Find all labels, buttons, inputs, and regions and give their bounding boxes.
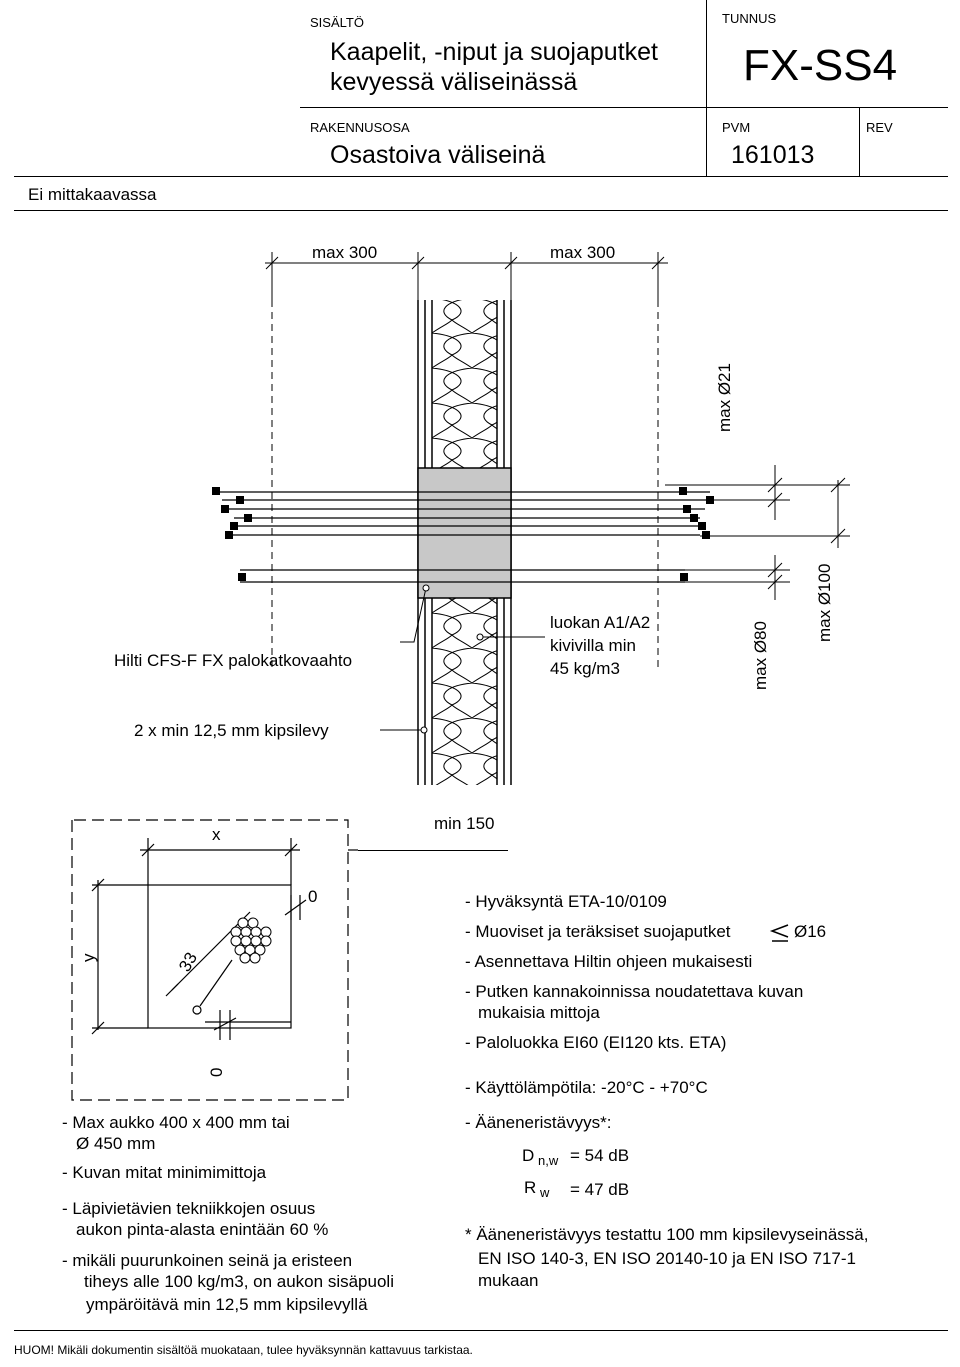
plan-view (72, 820, 358, 1100)
content-label: SISÄLTÖ (310, 15, 364, 30)
content-line-2: kevyessä väliseinässä (330, 68, 578, 96)
id-label: TUNNUS (722, 11, 777, 26)
footnote-line-3: mukaan (478, 1271, 539, 1290)
rw-value: = 47 dB (570, 1180, 630, 1199)
footer-note: HUOM! Mikäli dokumentin sisältöä muokataan, tulee hyväksynnän kattavuus tarkistaa. (14, 1343, 473, 1357)
min150-leader (358, 850, 508, 851)
dim-max-d100: max Ø100 (815, 563, 834, 642)
plan-dim-min150: min 150 (434, 814, 495, 833)
building-part-label: RAKENNUSOSA (310, 120, 410, 135)
dim-max-d80: max Ø80 (751, 621, 770, 690)
label-wool-line-3: 45 kg/m3 (550, 659, 620, 678)
dnw-symbol: D (522, 1146, 535, 1165)
dim-right-max300: max 300 (550, 243, 616, 262)
label-wool-line-1: luokan A1/A2 (550, 613, 651, 632)
left-note-5: aukon pinta-alasta enintään 60 % (76, 1220, 329, 1239)
dnw-value: = 54 dB (570, 1146, 630, 1165)
note-pipes-limit: Ø16 (794, 922, 827, 941)
rw-subscript: w (540, 1185, 550, 1200)
left-note-7: tiheys alle 100 kg/m3, on aukon sisäpuoli (84, 1272, 394, 1291)
note-temperature: - Käyttölämpötila: -20°C - +70°C (465, 1078, 708, 1097)
footnote-line-1: * Ääneneristävyys testattu 100 mm kipsilevyseinässä, (465, 1225, 869, 1244)
label-gypsum-board: 2 x min 12,5 mm kipsilevy (134, 721, 329, 740)
note-pipes: - Muoviset ja teräksiset suojaputket (465, 922, 731, 941)
less-equal-symbol (772, 925, 788, 941)
footnote-line-2: EN ISO 140-3, EN ISO 20140-10 ja EN ISO 717-1 (478, 1249, 856, 1268)
plan-dim-y: y (79, 953, 98, 962)
document-id: FX-SS4 (743, 41, 898, 90)
note-support-1: - Putken kannakoinnissa noudatettava kuvan (465, 982, 804, 1001)
left-note-6: - mikäli puurunkoinen seinä ja eristeen (62, 1251, 353, 1270)
plan-dim-0-left: 0 (207, 1067, 226, 1077)
footer-divider (14, 1330, 948, 1331)
plan-dim-x: x (212, 825, 221, 844)
building-part-value: Osastoiva väliseinä (330, 141, 546, 169)
left-note-8: ympäröitävä min 12,5 mm kipsilevyllä (86, 1295, 368, 1314)
dim-max-d21: max Ø21 (715, 363, 734, 432)
left-note-2: Ø 450 mm (76, 1134, 156, 1153)
label-firestop-foam: Hilti CFS-F FX palokatkovaahto (114, 651, 353, 670)
date-label: PVM (722, 120, 751, 135)
dim-left-max300: max 300 (312, 243, 378, 262)
plan-dim-33: 33 (175, 949, 202, 975)
content-line-1: Kaapelit, -niput ja suojaputket (330, 38, 658, 66)
note-approval: - Hyväksyntä ETA-10/0109 (465, 892, 667, 911)
note-install: - Asennettava Hiltin ohjeen mukaisesti (465, 952, 753, 971)
left-note-1: - Max aukko 400 x 400 mm tai (62, 1113, 290, 1132)
plan-dim-0-top: 0 (308, 887, 318, 906)
note-support-2: mukaisia mittoja (478, 1003, 600, 1022)
note-fire-class: - Paloluokka EI60 (EI120 kts. ETA) (465, 1033, 727, 1052)
dnw-subscript: n,w (538, 1153, 559, 1168)
scale-note: Ei mittakaavassa (28, 185, 157, 204)
date-value: 161013 (731, 141, 815, 169)
rw-symbol: R (524, 1178, 537, 1197)
label-wool-line-2: kivivilla min (550, 636, 636, 655)
left-note-3: - Kuvan mitat minimimittoja (62, 1163, 267, 1182)
left-note-4: - Läpivietävien tekniikkojen osuus (62, 1199, 316, 1218)
revision-label: REV (866, 120, 893, 135)
note-acoustic: - Ääneneristävyys*: (465, 1113, 612, 1132)
wall-section (418, 300, 511, 785)
